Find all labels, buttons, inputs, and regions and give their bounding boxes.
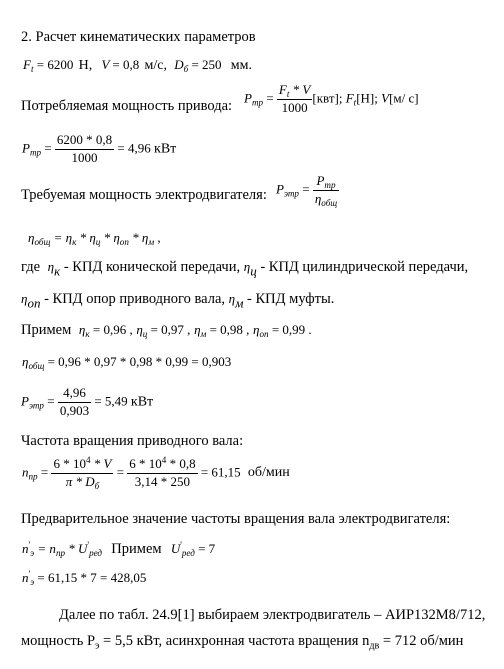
efficiency-legend-line1: где $\eta_к$ - КПД конической передачи, $\eta_ц$ - КПД цилиндрической передачи, <box>21 259 469 279</box>
shaft-speed-label: Частота вращения приводного вала: <box>21 433 244 449</box>
accepted-efficiencies: Примем $\eta_к = 0,96$ , $\eta_ц = 0,97$ , $\eta_м = 0,98$ , $\eta_{оп} = 0,99$ . <box>21 322 312 340</box>
overall-efficiency-calc: $\eta_{общ} = 0,96 * 0,97 * 0,98 * 0,99 = 0,903$ <box>22 354 232 372</box>
drive-power-formula: $P_{тр}$ = $\frac{F_t * V}{1000}$ [квт]; $F_t[Н]$; V[м/ с] <box>244 82 419 115</box>
given-values: $F_t = 6200$ Н, V = 0,8 м/с, $D_б = 250$ мм. <box>23 57 253 75</box>
drive-power-label: Потребляемая мощность привода: <box>21 98 233 114</box>
prelim-speed-calc: $n'_э = 61,15 * 7 = 428,05$ <box>22 569 147 588</box>
motor-power-calc: $P_{этр}$ = $\frac{4,96}{0,903}$ = 5,49 кВт <box>21 385 154 418</box>
prelim-speed-formula: $n'_э = n_{пр} * U'_{ред}$ Примем $U'_{ред} = 7$ <box>22 540 216 559</box>
conclusion-line1: Далее по табл. 24.9[1] выбираем электродвигатель – АИР132М8/712, <box>59 607 486 623</box>
shaft-speed-formula: $n_{пр}$ = $\frac{6 * 10^4 * V}{\pi * D_б}$ = $\frac{6 * 10^4 * 0,8}{3,14 * 250}$ = 61,15 об/мин <box>22 455 290 492</box>
motor-power-formula: $P_{этр}$ = $\frac{P_{тр}}{\eta_{общ}}$ <box>276 173 338 209</box>
efficiency-legend-line2: $\eta_{оп}$ - КПД опор приводного вала, $\eta_м$ - КПД муфты. <box>21 291 335 311</box>
drive-power-fraction: $\frac{F_t * V}{1000}$ <box>278 82 311 115</box>
v-symbol: V <box>101 57 110 72</box>
conclusion-line2: мощность $P_э = 5,5$ кВт, асинхронная частота вращения $n_{дв} = 712$ об/мин <box>21 633 464 652</box>
prelim-speed-label: Предварительное значение частоты вращения вала электродвигателя: <box>21 511 451 527</box>
section-heading: 2. Расчет кинематических параметров <box>21 29 256 45</box>
ft-symbol: F <box>23 57 31 72</box>
d-symbol: D <box>174 57 184 72</box>
motor-power-label: Требуемая мощность электродвигателя: <box>21 187 267 203</box>
drive-power-calc: $P_{тр}$ = $\frac{6200 * 0,8}{1000}$ = 4,96 кВт <box>22 132 177 165</box>
eta-formula: $\eta_{общ} = \eta_к * \eta_ц * \eta_{оп} * \eta_м$ , <box>28 230 161 248</box>
